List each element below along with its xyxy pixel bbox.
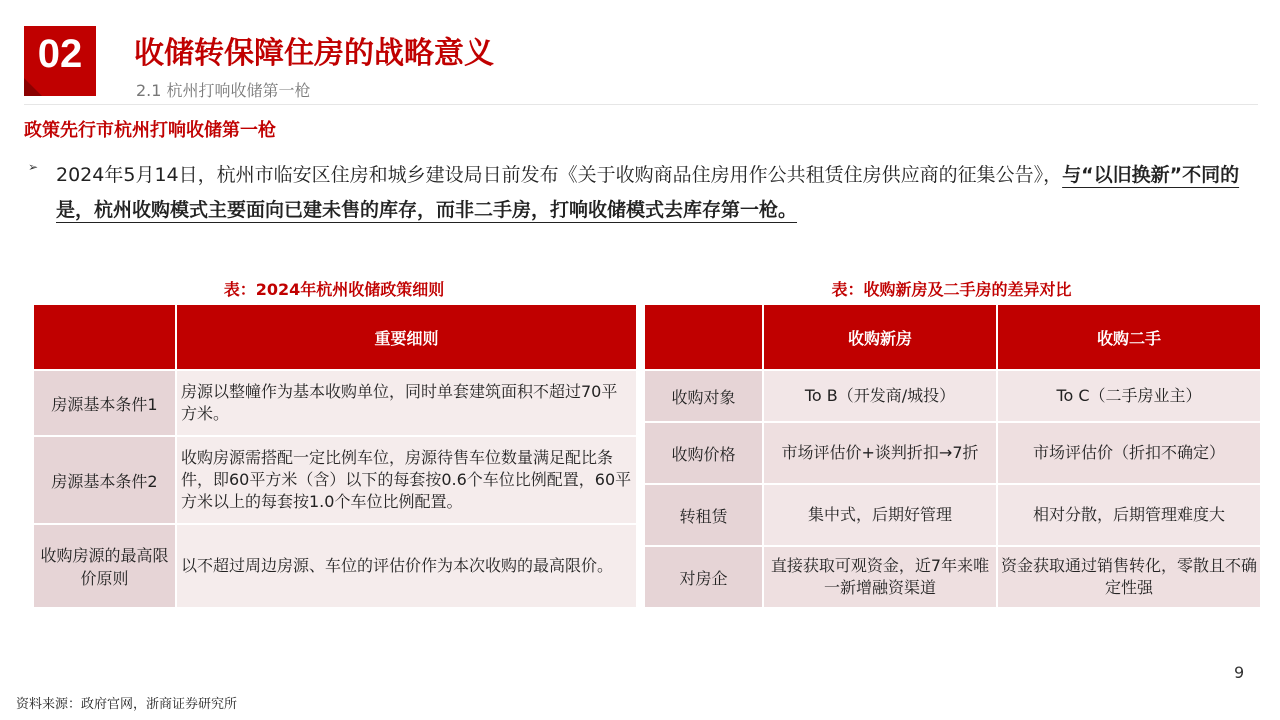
row-label: 房源基本条件2 bbox=[33, 436, 176, 524]
table2-caption: 表：收购新房及二手房的差异对比 bbox=[831, 280, 1072, 299]
table-header-cell: 重要细则 bbox=[176, 304, 637, 370]
source-note: 资料来源：政府官网，浙商证券研究所 bbox=[16, 697, 238, 712]
table-header-row bbox=[33, 304, 637, 370]
page-number: 9 bbox=[1234, 663, 1245, 682]
badge-fold-icon bbox=[24, 78, 42, 96]
table-header-cell bbox=[644, 304, 763, 370]
table-header-row bbox=[644, 304, 1261, 370]
row-label: 收购对象 bbox=[644, 370, 763, 422]
row-value: 收购房源需搭配一定比例车位，房源待售车位数量满足配比条件，即60平方米（含）以下的每套按0.6个车位比例配置，60平方米以上的每套按1.0个车位比例配置。 bbox=[176, 436, 637, 524]
section-heading: 政策先行市杭州打响收储第一枪 bbox=[24, 120, 276, 141]
intro-paragraph bbox=[56, 158, 1256, 228]
table-row bbox=[33, 436, 637, 524]
table-row bbox=[644, 484, 1261, 546]
table-header-cell bbox=[33, 304, 176, 370]
row-label: 转租赁 bbox=[644, 484, 763, 546]
paragraph-emphasis: 与“以旧换新”不同的是，杭州收购模式主要面向已建未售的库存，而非二手房，打响收储模式去库存第一枪。 bbox=[56, 164, 1240, 221]
row-label: 收购价格 bbox=[644, 422, 763, 484]
new-house-value: 市场评估价+谈判折扣→7折 bbox=[763, 422, 997, 484]
second-hand-value: 资金获取通过销售转化，零散且不确定性强 bbox=[997, 546, 1261, 608]
row-label: 收购房源的最高限价原则 bbox=[33, 524, 176, 608]
table-header-cell: 收购新房 bbox=[763, 304, 997, 370]
arrow-bullet-icon: ➢ bbox=[28, 160, 39, 174]
section-number: 02 bbox=[37, 32, 83, 76]
new-house-value: To B（开发商/城投） bbox=[763, 370, 997, 422]
table-row bbox=[33, 524, 637, 608]
comparison-table bbox=[643, 303, 1262, 609]
table-header-cell: 收购二手 bbox=[997, 304, 1261, 370]
paragraph-text: 2024年5月14日，杭州市临安区住房和城乡建设局日前发布《关于收购商品住房用作公共租赁住房供应商的征集公告》， bbox=[56, 164, 1063, 186]
table1-caption: 表：2024年杭州收储政策细则 bbox=[223, 280, 445, 299]
row-value: 以不超过周边房源、车位的评估价作为本次收购的最高限价。 bbox=[176, 524, 637, 608]
second-hand-value: 相对分散，后期管理难度大 bbox=[997, 484, 1261, 546]
header-divider bbox=[24, 104, 1258, 105]
new-house-value: 直接获取可观资金，近7年来唯一新增融资渠道 bbox=[763, 546, 997, 608]
page-title: 收储转保障住房的战略意义 bbox=[134, 36, 494, 71]
row-value: 房源以整幢作为基本收购单位，同时单套建筑面积不超过70平方米。 bbox=[176, 370, 637, 436]
policy-details-table bbox=[32, 303, 638, 609]
table-row bbox=[644, 422, 1261, 484]
second-hand-value: To C（二手房业主） bbox=[997, 370, 1261, 422]
row-label: 对房企 bbox=[644, 546, 763, 608]
new-house-value: 集中式，后期好管理 bbox=[763, 484, 997, 546]
table-row bbox=[33, 370, 637, 436]
table-row bbox=[644, 546, 1261, 608]
section-number-badge bbox=[24, 26, 96, 96]
row-label: 房源基本条件1 bbox=[33, 370, 176, 436]
second-hand-value: 市场评估价（折扣不确定） bbox=[997, 422, 1261, 484]
page-subtitle: 2.1 杭州打响收储第一枪 bbox=[136, 81, 311, 100]
table-row bbox=[644, 370, 1261, 422]
